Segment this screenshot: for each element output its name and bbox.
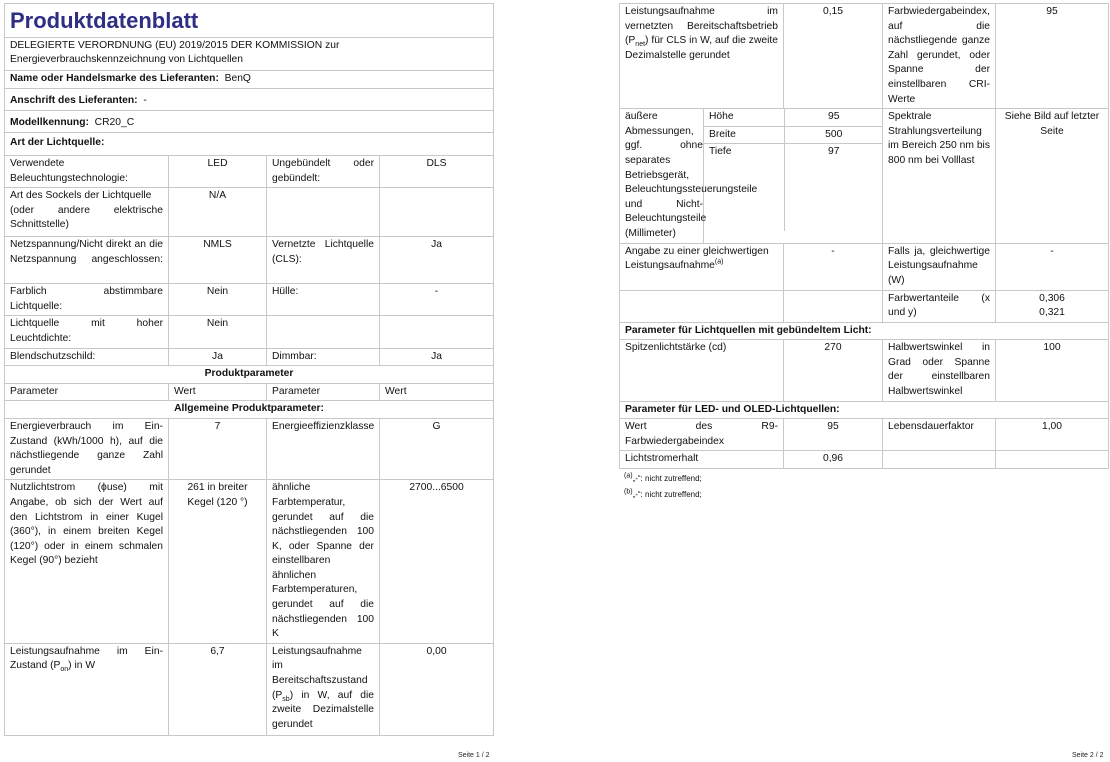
address-value: - (143, 95, 147, 106)
equivalent-power-w-label: Falls ja, gleichwertige Leistungsaufnahme (W) (883, 243, 996, 290)
dimensions-subtable (704, 109, 883, 243)
peak-intensity-label: Spitzenlichtstärke (cd) (620, 340, 784, 401)
chromaticity-x: 0,306 (1039, 292, 1065, 304)
standby-power-sub: sb (282, 695, 290, 703)
cls-label: Vernetzte Lichtquelle (CLS): (267, 237, 380, 284)
technology-value: LED (169, 156, 267, 188)
equivalent-power-w-value: - (996, 243, 1109, 290)
general-params-heading: Allgemeine Produktparameter: (5, 401, 494, 419)
energy-class-value: G (380, 418, 494, 479)
on-mode-power-text: Leistungsaufnahme im Ein-Zustand (P (10, 645, 163, 672)
empty-cell (380, 188, 494, 237)
dimensions-label: äußere Abmessungen, ggf. ohne separates Betriebsgerät, Beleuchtungssteuerungsteile und Nicht-Beleuchtungsteile (Millimeter) (620, 109, 704, 243)
product-params-heading: Produktparameter (5, 366, 494, 384)
col-header-value: Wert (169, 383, 267, 401)
directional-label: Ungebündelt oder gebündelt: (267, 156, 380, 188)
networked-standby-label (620, 4, 784, 109)
col-header-value: Wert (380, 383, 494, 401)
datasheet-table-page-2 (619, 3, 1109, 469)
empty-cell (380, 316, 494, 348)
directional-params-heading: Parameter für Lichtquellen mit gebündeltem Licht: (620, 322, 1109, 340)
networked-standby-unit: ) für CLS in W, auf die zweite Dezimalstelle gerundet (625, 35, 778, 61)
col-header-param: Parameter (267, 383, 380, 401)
empty-cell (267, 188, 380, 237)
dimmable-value: Ja (380, 348, 494, 366)
standby-power-unit: ) in W, auf die zweite Dezimalstelle gerundet (272, 689, 374, 730)
on-mode-power-sub: on (60, 666, 69, 674)
energy-class-label: Energieeffizienzklasse (267, 418, 380, 479)
technology-label: Verwendete Beleuchtungstechnologie: (5, 156, 169, 188)
page-2 (614, 0, 1110, 762)
footnote-b-marker: (b) (624, 488, 633, 496)
width-label: Breite (704, 126, 784, 144)
chromaticity-y: 0,321 (1039, 307, 1065, 319)
lumen-maintenance-value: 0,96 (784, 451, 883, 469)
anti-glare-value: Ja (169, 348, 267, 366)
empty-cell (620, 290, 784, 322)
chromaticity-value (996, 290, 1109, 322)
width-value: 500 (784, 126, 883, 144)
standby-power-text: Leistungsaufnahme im Bereitschaftszustand (P (272, 645, 368, 701)
light-source-type-heading: Art der Lichtquelle: (5, 133, 494, 156)
dimensions-grid (704, 109, 883, 231)
model-value: CR20_C (94, 117, 135, 128)
cap-type-value: N/A (169, 188, 267, 237)
page-1 (0, 0, 500, 762)
cap-type-label (5, 188, 169, 237)
networked-standby-value: 0,15 (784, 4, 883, 109)
regulation-text: DELEGIERTE VERORDNUNG (EU) 2019/2015 DER KOMMISSION zur Energieverbrauchskennzeichnung von Lichtquellen (5, 38, 494, 71)
height-value: 95 (784, 109, 883, 126)
footnote-b (624, 488, 702, 502)
footnote-a (624, 472, 702, 486)
directional-value: DLS (380, 156, 494, 188)
spectral-value: Siehe Bild auf letzter Seite (996, 109, 1109, 243)
mains-value: NMLS (169, 237, 267, 284)
mains-label: Netzspannung/Nicht direkt an die Netzspannung angeschlossen: (5, 237, 169, 284)
on-mode-power-unit: ) in W (68, 660, 96, 672)
footnote-b-text: „-“: nicht zutreffend; (632, 490, 702, 499)
cri-label: Farbwiedergabeindex, auf die nächstliegende ganze Zahl gerundet, oder Spanne der einstellbaren CRI-Werte (883, 4, 996, 109)
cri-value: 95 (996, 4, 1109, 109)
footnote-a-marker: (a) (624, 472, 633, 480)
envelope-label: Hülle: (267, 284, 380, 316)
led-params-heading: Parameter für LED- und OLED-Lichtquellen: (620, 401, 1109, 419)
equivalent-power-label (620, 243, 784, 290)
r9-label: Wert des R9-Farbwiedergabeindex (620, 419, 784, 451)
on-mode-power-label (5, 643, 169, 735)
standby-power-label (267, 643, 380, 735)
page-footer-2: Seite 2 / 2 (1072, 752, 1104, 759)
survival-factor-value: 1,00 (996, 419, 1109, 451)
cap-type-line2: (oder andere elektrische Schnittstelle) (10, 204, 163, 231)
address-row (5, 89, 494, 111)
envelope-value: - (380, 284, 494, 316)
footnote-a-text: „-“: nicht zutreffend; (632, 474, 702, 483)
empty-cell (267, 316, 380, 348)
datasheet-table-page-1 (4, 3, 494, 736)
equivalent-power-value: - (784, 243, 883, 290)
supplier-label: Name oder Handelsmarke des Lieferanten: (10, 73, 219, 84)
r9-value: 95 (784, 419, 883, 451)
anti-glare-label: Blendschutzschild: (5, 348, 169, 366)
survival-factor-label: Lebensdauerfaktor (883, 419, 996, 451)
peak-intensity-value: 270 (784, 340, 883, 401)
empty-cell (883, 451, 996, 469)
energy-consumption-label: Energieverbrauch im Ein-Zustand (kWh/1000 h), auf die nächstliegende ganze Zahl gerundet (5, 418, 169, 479)
useful-flux-label: Nutzlichtstrom (ϕuse) mit Angabe, ob sich der Wert auf den Lichtstrom in einer Kugel (360°), in einem breiten Kegel (120°) oder in einem schmalen Kegel (90°) bezieht (5, 480, 169, 644)
supplier-value: BenQ (224, 73, 251, 84)
high-luminance-value: Nein (169, 316, 267, 348)
equivalent-power-text: Angabe zu einer gleichwertigen Leistungsaufnahme (625, 245, 769, 272)
page-footer-1: Seite 1 / 2 (458, 752, 490, 759)
cap-type-line1: Art des Sockels der Lichtquelle (10, 190, 152, 202)
high-luminance-label: Lichtquelle mit hoher Leuchtdichte: (5, 316, 169, 348)
equivalent-power-sup: (a) (714, 258, 724, 266)
on-mode-power-value: 6,7 (169, 643, 267, 735)
chromaticity-label: Farbwertanteile (x und y) (883, 290, 996, 322)
height-label: Höhe (704, 109, 784, 126)
beam-angle-value: 100 (996, 340, 1109, 401)
supplier-row (5, 71, 494, 89)
model-label: Modellkennung: (10, 117, 89, 128)
colour-tunable-value: Nein (169, 284, 267, 316)
empty-cell (996, 451, 1109, 469)
useful-flux-value: 261 in breiter Kegel (120 °) (169, 480, 267, 644)
standby-power-value: 0,00 (380, 643, 494, 735)
page-title: Produktdatenblatt (5, 4, 494, 38)
cct-value: 2700...6500 (380, 480, 494, 644)
cct-label: ähnliche Farbtemperatur, gerundet auf die nächstliegenden 100 K, oder Spanne der einstellbaren ähnlichen Farbtemperaturen, gerundet auf die nächstliegenden 100 K (267, 480, 380, 644)
cls-value: Ja (380, 237, 494, 284)
model-row (5, 111, 494, 133)
dimmable-label: Dimmbar: (267, 348, 380, 366)
address-label: Anschrift des Lieferanten: (10, 95, 138, 106)
depth-value: 97 (784, 144, 883, 232)
spectral-label: Spektrale Strahlungsverteilung im Bereich 250 nm bis 800 nm bei Volllast (883, 109, 996, 243)
empty-cell (784, 290, 883, 322)
col-header-param: Parameter (5, 383, 169, 401)
energy-consumption-value: 7 (169, 418, 267, 479)
depth-label: Tiefe (704, 144, 784, 232)
beam-angle-label: Halbwertswinkel in Grad oder Spanne der einstellbaren Halbwertswinkel (883, 340, 996, 401)
colour-tunable-label: Farblich abstimmbare Lichtquelle: (5, 284, 169, 316)
networked-standby-text: Leistungsaufnahme im vernetzten Bereitschaftsbetrieb (P (625, 6, 778, 47)
lumen-maintenance-label: Lichtstromerhalt (620, 451, 784, 469)
networked-standby-sub: net (635, 41, 646, 49)
